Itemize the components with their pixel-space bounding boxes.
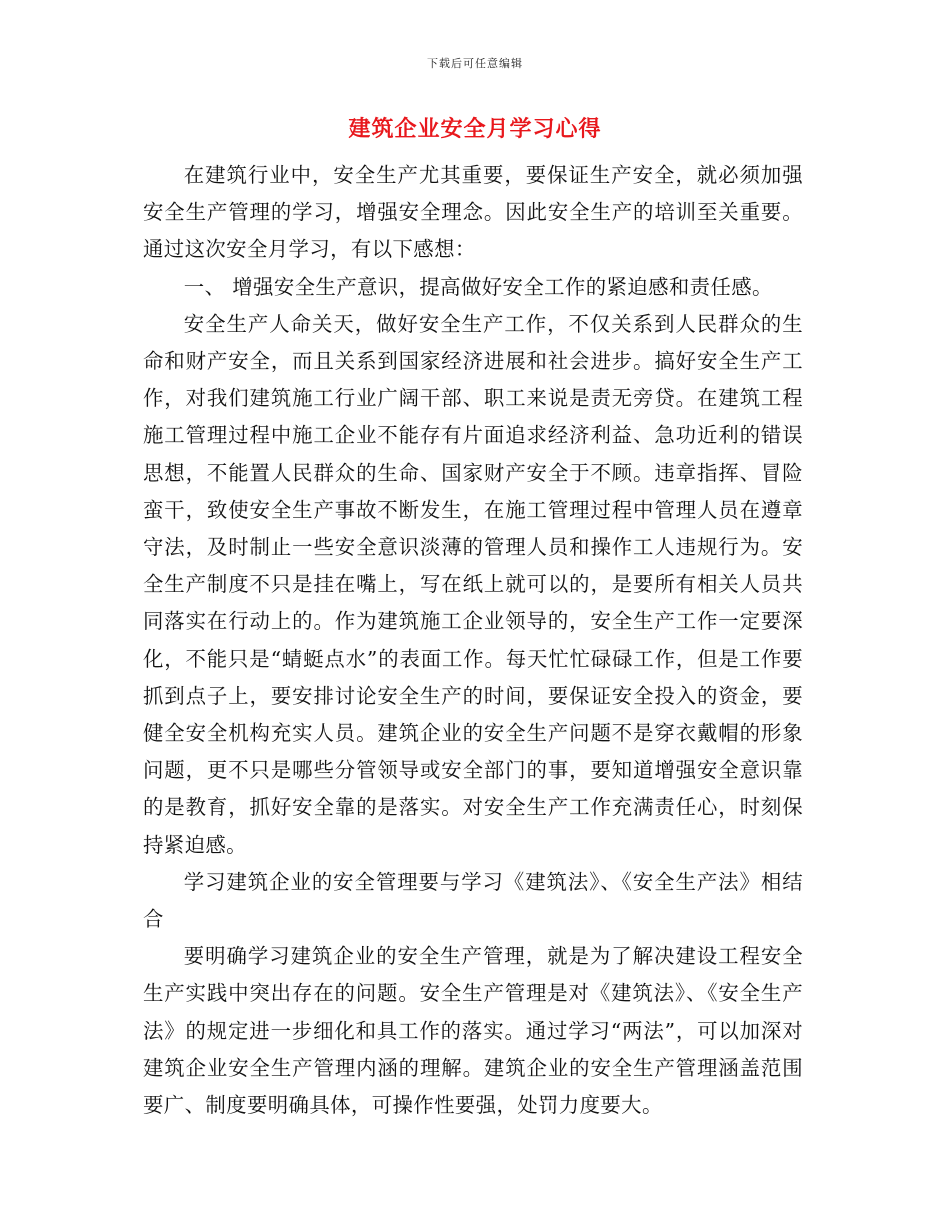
- document-title: 建筑企业安全月学习心得: [348, 116, 602, 142]
- paragraph-intro: 在建筑行业中，安全生产尤其重要，要保证生产安全，就必须加强安全生产管理的学习，增强安全理念。因此安全生产的培训至关重要。通过这次安全月学习，有以下感想：: [143, 163, 803, 262]
- paragraph-safety-awareness: 安全生产人命关天，做好安全生产工作，不仅关系到人民群众的生命和财产安全，而且关系到国家经济进展和社会进步。搞好安全生产工作，对我们建筑施工行业广阔干部、职工来说是责无旁贷。在建筑工程施工管理过程中施工企业不能存有片面追求经济利益、急功近利的错误思想，不能置人民群众的生命、国家财产安全于不顾。违章指挥、冒险蛮干，致使安全生产事故不断发生，在施工管理过程中管理人员在遵章守法，及时制止一些安全意识淡薄的管理人员和操作工人违规行为。安全生产制度不只是挂在嘴上，写在纸上就可以的，是要所有相关人员共同落实在行动上的。作为建筑施工企业领导的，安全生产工作一定要深化，不能只是“蜻蜓点水”的表面工作。每天忙忙碌碌工作，但是工作要抓到点子上，要安排讨论安全生产的时间，要保证安全投入的资金，要健全安全机构充实人员。建筑企业的安全生产问题不是穿衣戴帽的形象问题，更不只是哪些分管领导或安全部门的事，要知道增强安全意识靠的是教育，抓好安全靠的是落实。对安全生产工作充满责任心，时刻保持紧迫感。: [143, 311, 803, 857]
- document-body: [143, 157, 803, 1124]
- paragraph-law-study: 要明确学习建筑企业的安全生产管理，就是为了解决建设工程安全生产实践中突出存在的问题。安全生产管理是对《建筑法》、《安全生产法》的规定进一步细化和具工作的落实。通过学习“两法”，可以加深对建筑企业安全生产管理内涵的理解。建筑企业的安全生产管理涵盖范围要广、制度要明确具体，可操作性要强，处罚力度要大。: [143, 944, 803, 1118]
- paragraph-section-two-heading: 学习建筑企业的安全管理要与学习《建筑法》、《安全生产法》相结合: [143, 869, 803, 932]
- header-note: 下载后可任意编辑: [427, 57, 523, 70]
- paragraph-section-one-heading: 一、 增强安全生产意识，提高做好安全工作的紧迫感和责任感。: [183, 274, 773, 299]
